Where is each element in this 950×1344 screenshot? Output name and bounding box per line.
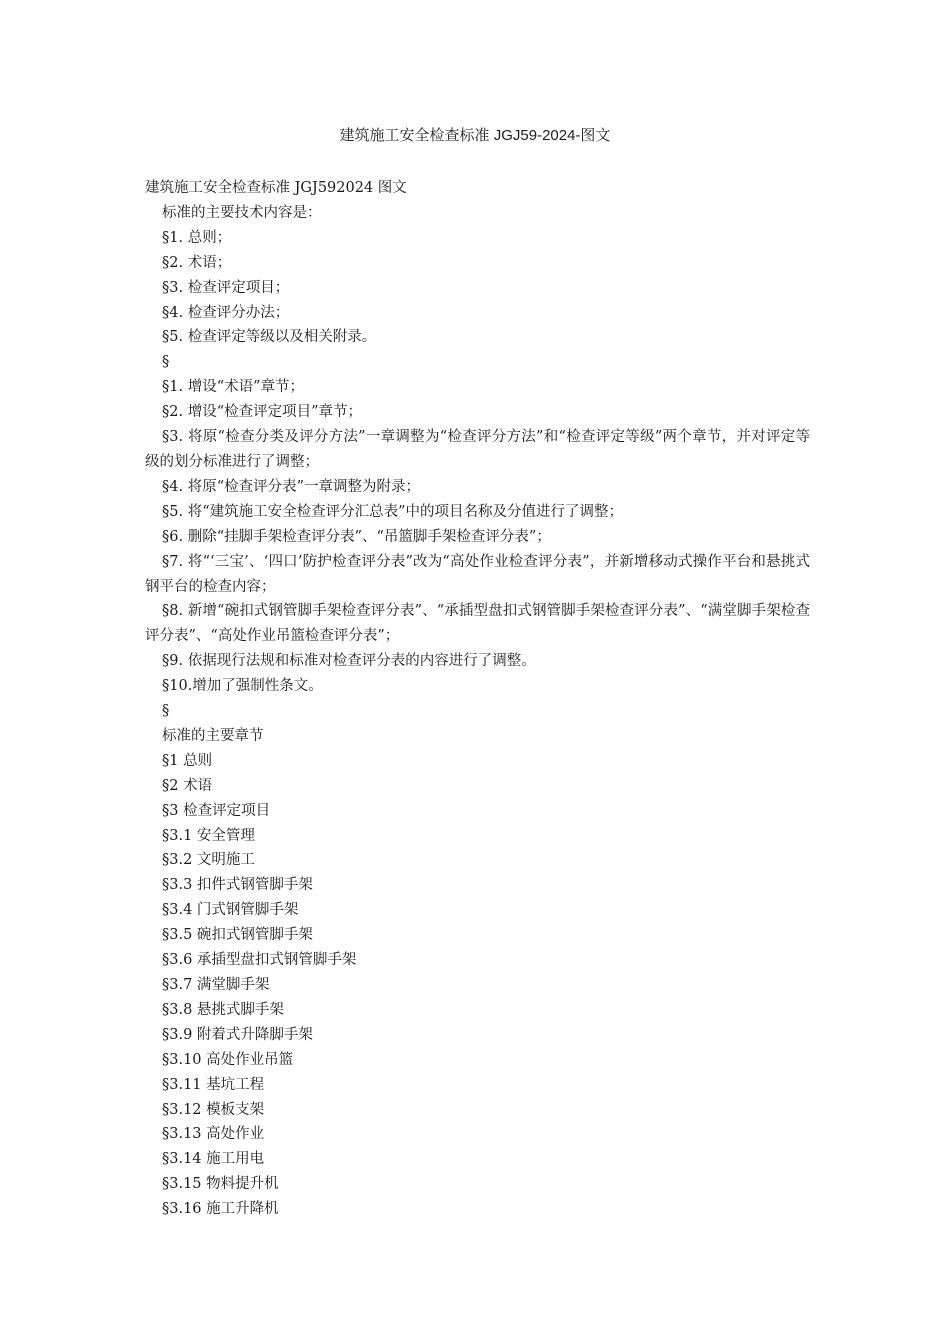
document-body: [145, 176, 810, 1222]
paragraph-line: §3.9 附着式升降脚手架: [162, 1026, 313, 1043]
page-title: 建筑施工安全检查标准 JGJ59-2024-图文: [339, 127, 611, 144]
paragraph-line: §3.6 承插型盘扣式钢管脚手架: [162, 952, 357, 969]
paragraph-line: §9. 依据现行法规和标准对检查评分表的内容进行了调整。: [162, 653, 536, 670]
paragraph-line: §3.11 基坑工程: [162, 1076, 265, 1093]
paragraph-line: §2 术语: [162, 777, 213, 794]
paragraph-line: §8. 新增“碗扣式钢管脚手架检查评分表”、“承插型盘扣式钢管脚手架检查评分表”、“满堂脚手架检查评分表”、“高处作业吊篮检查评分表”；: [145, 603, 810, 645]
paragraph-line: §3.15 物料提升机: [162, 1176, 279, 1193]
paragraph-line: §1 总则: [162, 752, 213, 769]
paragraph-line: §5. 将“建筑施工安全检查评分汇总表”中的项目名称及分值进行了调整；: [162, 503, 624, 520]
paragraph-line: §3. 将原“检查分类及评分方法”一章调整为“检查评分方法”和“检查评定等级”两个章节，并对评定等级的划分标准进行了调整；: [145, 429, 810, 470]
paragraph-line: §3.4 门式钢管脚手架: [162, 902, 299, 919]
paragraph-line: §3.2 文明施工: [162, 852, 255, 869]
paragraph-line: §: [162, 703, 170, 720]
paragraph-line: §4. 检查评分办法；: [162, 304, 290, 321]
paragraph-line: §6. 删除“挂脚手架检查评分表”、“吊篮脚手架检查评分表”；: [162, 528, 551, 545]
paragraph-line: §3.8 悬挑式脚手架: [162, 1001, 284, 1018]
paragraph-line: §3.16 施工升降机: [162, 1201, 279, 1218]
paragraph-line: §3.5 碗扣式钢管脚手架: [162, 927, 313, 944]
paragraph-line: §3.14 施工用电: [162, 1151, 265, 1168]
paragraph-line: 标准的主要技术内容是：: [162, 204, 322, 221]
paragraph-line: §3.7 满堂脚手架: [162, 977, 270, 993]
paragraph-line: §2. 术语；: [162, 254, 232, 271]
paragraph-line: §1. 增设“术语”章节；: [162, 379, 305, 396]
paragraph-line: §3.12 模板支架: [162, 1101, 265, 1118]
paragraph-line: §: [162, 354, 170, 371]
paragraph-line: §7. 将“‘三宝’、‘四口’防护检查评分表”改为“高处作业检查评分表”，并新增移动式操作平台和悬挑式钢平台的检查内容；: [145, 553, 810, 595]
paragraph-line: §1. 总则；: [162, 229, 232, 246]
paragraph-line: §10.增加了强制性条文。: [162, 678, 323, 695]
paragraph-line: §4. 将原“检查评分表”一章调整为附录；: [162, 478, 421, 495]
paragraph-line: §3.3 扣件式钢管脚手架: [162, 877, 313, 894]
paragraph-line: §5. 检查评定等级以及相关附录。: [162, 329, 377, 346]
paragraph-line: §3.13 高处作业: [162, 1126, 265, 1143]
paragraph-line: §3 检查评定项目: [162, 802, 271, 819]
paragraph-line: 标准的主要章节: [162, 727, 264, 744]
paragraph-line: §2. 增设“检查评定项目”章节；: [162, 404, 363, 421]
paragraph-line: 建筑施工安全检查标准 JGJ592024 图文: [145, 180, 407, 196]
paragraph-line: §3. 检查评定项目；: [162, 279, 290, 296]
paragraph-line: §3.10 高处作业吊篮: [162, 1051, 294, 1068]
paragraph-line: §3.1 安全管理: [162, 827, 255, 844]
